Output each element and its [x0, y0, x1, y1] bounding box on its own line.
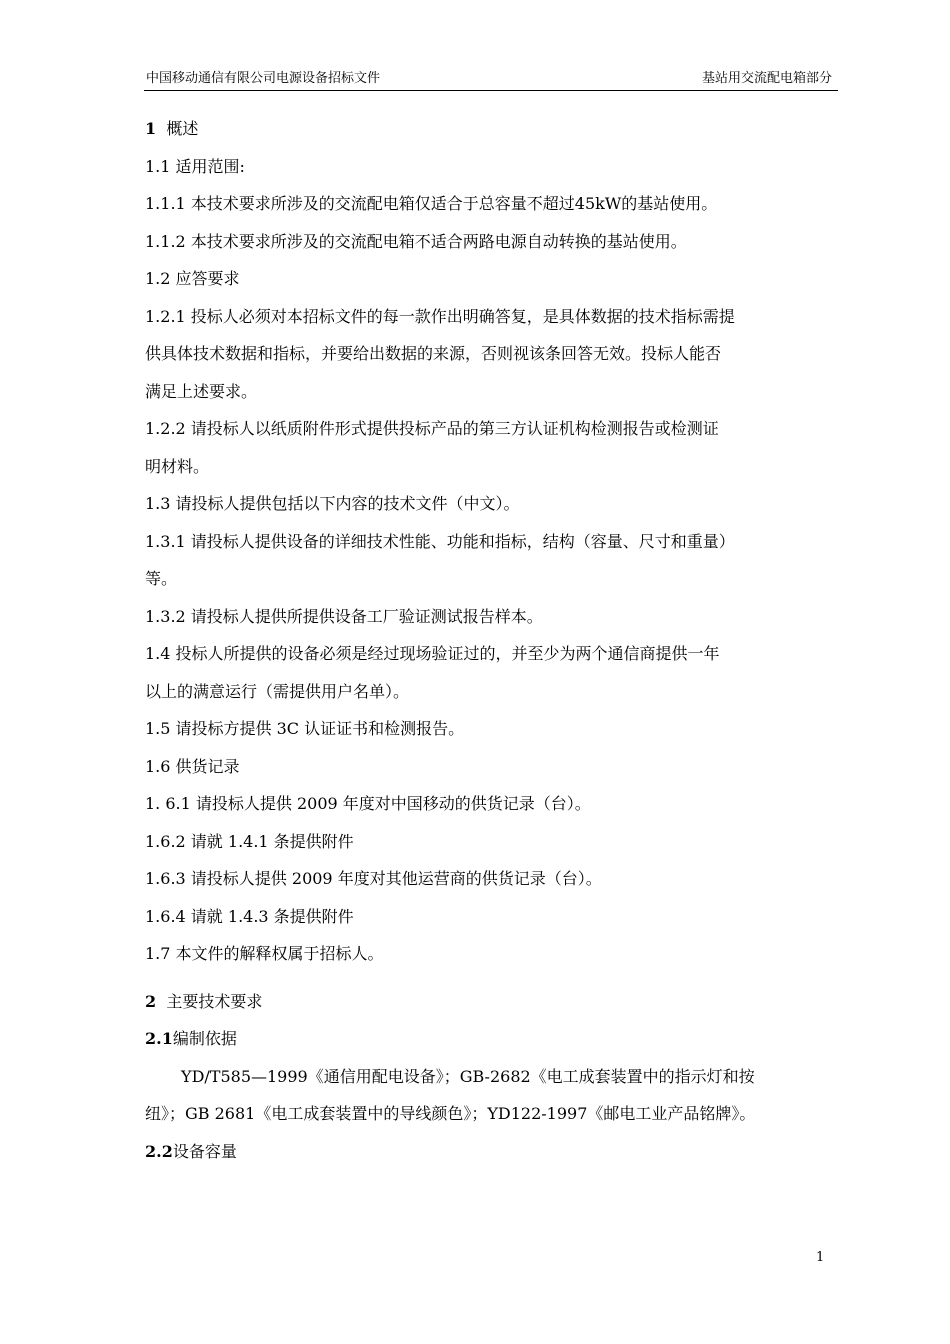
header-document-title: 中国移动通信有限公司电源设备招标文件 — [146, 71, 381, 86]
paragraph-line: 纽》；GB 2681《电工成套装置中的导线颜色》；YD122-1997《邮电工业产品铭牌》。 — [145, 1104, 756, 1123]
paragraph-line: 等。 — [145, 569, 178, 588]
paragraph-line: 1.5 请投标方提供 3C 认证证书和检测报告。 — [145, 719, 465, 738]
section-2-1-heading — [145, 1024, 835, 1062]
paragraph-line: 1.6 供货记录 — [145, 756, 240, 776]
paragraph-line: 1.4 投标人所提供的设备必须是经过现场验证过的，并至少为两个通信商提供一年 — [145, 644, 720, 663]
paragraph-line: 满足上述要求。 — [145, 381, 258, 401]
paragraph-line: 1.6.3 请投标人提供 2009 年度对其他运营商的供货记录（台）。 — [145, 869, 602, 888]
paragraph-line: 1.3.2 请投标人提供所提供设备工厂验证测试报告样本。 — [145, 606, 543, 626]
paragraph-line: 1.7 本文件的解释权属于招标人。 — [145, 944, 384, 963]
section-2-1-number: 2.1 — [145, 1029, 173, 1048]
paragraph-line: 1.3.1 请投标人提供设备的详细技术性能、功能和指标，结构（容量、尺寸和重量） — [145, 531, 735, 551]
paragraph-line: 1.2.1 投标人必须对本招标文件的每一款作出明确答复，是具体数据的技术指标需提 — [145, 306, 735, 326]
section-2-2-heading — [145, 1137, 835, 1175]
paragraph-line: 1.6.2 请就 1.4.1 条提供附件 — [145, 831, 354, 851]
section-2-2-title: 设备容量 — [172, 1141, 237, 1161]
paragraph-line: 明材料。 — [145, 456, 210, 476]
document-body — [145, 114, 835, 1174]
page-number: 1 — [816, 1250, 825, 1265]
section-2-title: 主要技术要求 — [166, 991, 263, 1011]
section-2-number: 2 — [145, 991, 157, 1011]
paragraph-line: 1. 6.1 请投标人提供 2009 年度对中国移动的供货记录（台）。 — [145, 794, 591, 813]
paragraph-line: 1.2 应答要求 — [145, 269, 240, 288]
section-2-heading — [145, 987, 835, 1025]
paragraph-line: 1.3 请投标人提供包括以下内容的技术文件（中文）。 — [145, 494, 520, 513]
paragraph-line: 供具体技术数据和指标，并要给出数据的来源，否则视该条回答无效。投标人能否 — [145, 344, 722, 363]
paragraph-line: 1.1.1 本技术要求所涉及的交流配电箱仅适合于总容量不超过45kW的基站使用。 — [145, 194, 718, 213]
section-2-2-number: 2.2 — [145, 1141, 173, 1161]
section-1-title: 概述 — [166, 119, 199, 138]
section-1-number: 1 — [145, 119, 157, 138]
section-1-heading — [145, 114, 835, 152]
paragraph-line: 1.6.4 请就 1.4.3 条提供附件 — [145, 906, 354, 926]
paragraph-line: 1.1 适用范围: — [145, 156, 245, 176]
paragraph-line: 以上的满意运行（需提供用户名单）。 — [145, 681, 410, 701]
paragraph-line: 1.2.2 请投标人以纸质附件形式提供投标产品的第三方认证机构检测报告或检测证 — [145, 419, 719, 438]
paragraph-line: 1.1.2 本技术要求所涉及的交流配电箱不适合两路电源自动转换的基站使用。 — [145, 231, 687, 251]
paragraph-line: YD/T585—1999《通信用配电设备》；GB-2682《电工成套装置中的指示灯和按 — [181, 1066, 755, 1086]
section-2-1-title: 编制依据 — [172, 1029, 237, 1048]
page-header — [144, 70, 838, 91]
header-section-title: 基站用交流配电箱部分 — [701, 71, 832, 86]
